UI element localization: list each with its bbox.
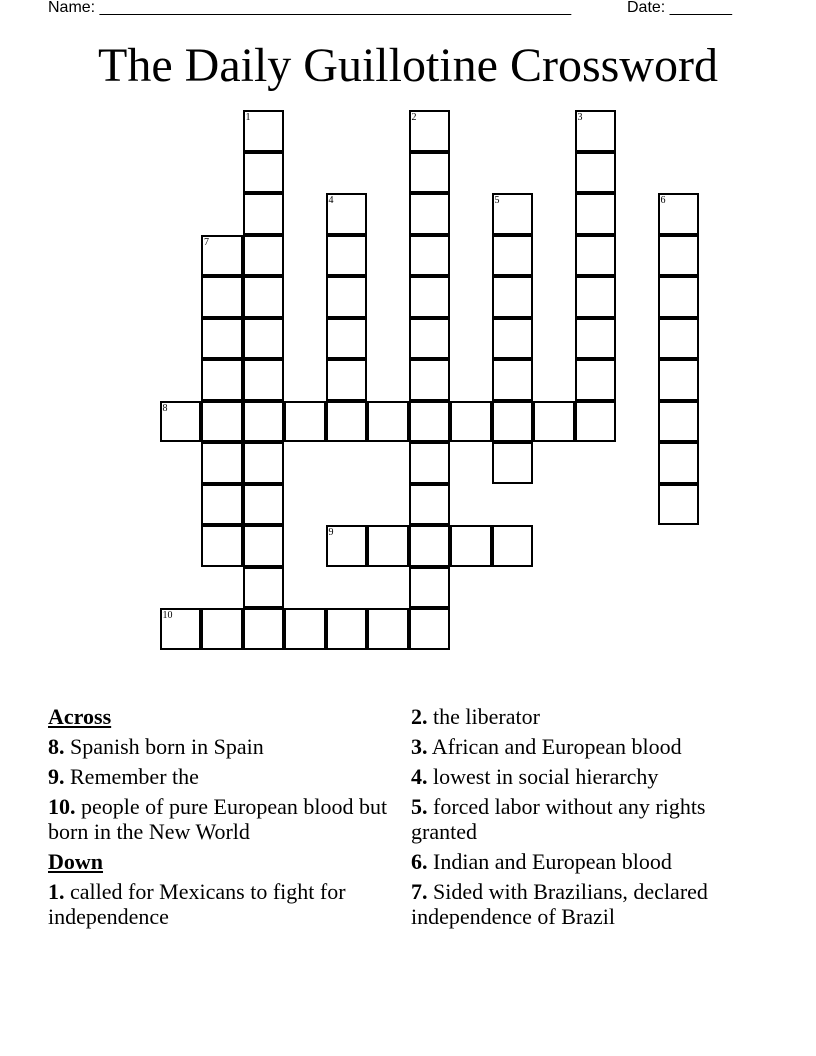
grid-cell[interactable] [533, 401, 575, 443]
grid-cell[interactable] [409, 318, 451, 360]
clue-number: 8. [48, 734, 65, 759]
grid-cell[interactable] [243, 442, 285, 484]
grid-cell[interactable] [409, 608, 451, 650]
grid-cell[interactable] [243, 525, 285, 567]
clue-text: Sided with Brazilians, declared independence of Brazil [411, 879, 708, 929]
grid-cell[interactable] [658, 318, 700, 360]
clue-number: 9. [48, 764, 65, 789]
clue-text: lowest in social hierarchy [433, 764, 659, 789]
cell-number: 4 [328, 195, 334, 206]
grid-cell[interactable] [201, 276, 243, 318]
grid-cell[interactable] [492, 442, 534, 484]
grid-cell[interactable] [243, 152, 285, 194]
grid-cell[interactable] [658, 276, 700, 318]
cell-number: 8 [162, 402, 168, 414]
grid-cell[interactable] [409, 276, 451, 318]
grid-cell[interactable] [658, 442, 700, 484]
grid-cell[interactable] [284, 608, 326, 650]
clue-text: Indian and European blood [433, 849, 672, 874]
grid-cell[interactable] [243, 276, 285, 318]
clue-down-2 [411, 704, 766, 729]
clue-number: 2. [411, 704, 428, 729]
grid-cell[interactable] [409, 401, 451, 443]
grid-cell[interactable] [326, 276, 368, 318]
clue-down-3 [411, 734, 766, 759]
clue-text: forced labor without any rights granted [411, 794, 706, 844]
grid-cell[interactable] [243, 110, 285, 152]
grid-cell[interactable] [492, 525, 534, 567]
grid-cell[interactable] [201, 442, 243, 484]
cell-number: 2 [411, 112, 417, 123]
clue-down-4 [411, 764, 766, 789]
cell-number: 9 [328, 527, 334, 538]
clue-number: 1. [48, 879, 65, 904]
grid-cell[interactable] [492, 401, 534, 443]
grid-cell[interactable] [409, 110, 451, 152]
grid-cell[interactable] [201, 525, 243, 567]
grid-cell[interactable] [201, 484, 243, 526]
cell-number: 5 [494, 195, 500, 206]
grid-cell[interactable] [326, 608, 368, 650]
grid-cell[interactable] [450, 401, 492, 443]
grid-cell[interactable] [160, 401, 202, 443]
grid-cell[interactable] [575, 152, 617, 194]
grid-cell[interactable] [658, 484, 700, 526]
grid-cell[interactable] [284, 401, 326, 443]
grid-cell[interactable] [243, 235, 285, 277]
grid-cell[interactable] [367, 525, 409, 567]
grid-cell[interactable] [326, 235, 368, 277]
clue-text: Remember the [70, 764, 199, 789]
grid-cell[interactable] [658, 359, 700, 401]
grid-cell[interactable] [243, 567, 285, 609]
name-field-label: Name: _____________________________________________________ [48, 0, 572, 16]
cell-number: 6 [660, 195, 666, 206]
clue-across-8 [48, 734, 403, 759]
grid-cell[interactable] [409, 359, 451, 401]
grid-cell[interactable] [658, 235, 700, 277]
grid-cell[interactable] [326, 193, 368, 235]
grid-cell[interactable] [492, 276, 534, 318]
clues-left-column [48, 704, 403, 934]
clue-down-6 [411, 849, 766, 874]
clue-down-1 [48, 879, 403, 929]
grid-cell[interactable] [492, 318, 534, 360]
grid-cell[interactable] [243, 193, 285, 235]
grid-cell[interactable] [409, 235, 451, 277]
clue-across-9 [48, 764, 403, 789]
clue-text: people of pure European blood but born in the New World [48, 794, 388, 844]
grid-cell[interactable] [326, 318, 368, 360]
grid-cell[interactable] [575, 318, 617, 360]
grid-cell[interactable] [450, 525, 492, 567]
grid-cell[interactable] [201, 608, 243, 650]
clue-text: African and European blood [431, 734, 682, 759]
grid-cell[interactable] [575, 276, 617, 318]
clue-down-5 [411, 794, 766, 844]
grid-cell[interactable] [326, 401, 368, 443]
cell-number: 3 [577, 112, 583, 123]
clue-number: 10. [48, 794, 76, 819]
grid-cell[interactable] [160, 608, 202, 650]
grid-cell[interactable] [658, 193, 700, 235]
grid-cell[interactable] [201, 318, 243, 360]
clue-number: 6. [411, 849, 428, 874]
clue-number: 7. [411, 879, 428, 904]
grid-cell[interactable] [409, 152, 451, 194]
clue-text: called for Mexicans to fight for independence [48, 879, 346, 929]
grid-cell[interactable] [575, 110, 617, 152]
clue-across-10 [48, 794, 403, 844]
grid-cell[interactable] [575, 193, 617, 235]
down-heading: Down [48, 849, 104, 874]
grid-cell[interactable] [326, 359, 368, 401]
cell-number: 10 [162, 610, 173, 621]
cell-number: 1 [245, 112, 251, 123]
grid-cell[interactable] [492, 193, 534, 235]
grid-cell[interactable] [243, 359, 285, 401]
grid-cell[interactable] [575, 401, 617, 443]
grid-cell[interactable] [575, 359, 617, 401]
clue-number: 3. [411, 734, 428, 759]
grid-cell[interactable] [409, 442, 451, 484]
grid-cell[interactable] [201, 359, 243, 401]
grid-cell[interactable] [575, 235, 617, 277]
clue-down-7 [411, 879, 766, 929]
clue-text: Spanish born in Spain [70, 734, 264, 759]
page-title: The Daily Guillotine Crossword [98, 39, 718, 92]
grid-cell[interactable] [409, 193, 451, 235]
clue-text: the liberator [433, 704, 540, 729]
grid-cell[interactable] [243, 608, 285, 650]
grid-cell[interactable] [409, 484, 451, 526]
grid-cell[interactable] [243, 401, 285, 443]
clue-number: 5. [411, 794, 428, 819]
grid-cell[interactable] [409, 525, 451, 567]
grid-cell[interactable] [243, 318, 285, 360]
grid-cell[interactable] [367, 401, 409, 443]
grid-cell[interactable] [409, 567, 451, 609]
grid-cell[interactable] [326, 525, 368, 567]
cell-number: 7 [204, 236, 209, 248]
grid-cell[interactable] [492, 359, 534, 401]
grid-cell[interactable] [658, 401, 700, 443]
date-field-label: Date: _______ [627, 0, 732, 16]
grid-cell[interactable] [201, 235, 243, 277]
grid-cell[interactable] [243, 484, 285, 526]
grid-cell[interactable] [367, 608, 409, 650]
clue-number: 4. [411, 764, 428, 789]
grid-cell[interactable] [492, 235, 534, 277]
grid-cell[interactable] [201, 401, 243, 443]
clues-right-column [411, 704, 766, 934]
across-heading: Across [48, 704, 112, 729]
